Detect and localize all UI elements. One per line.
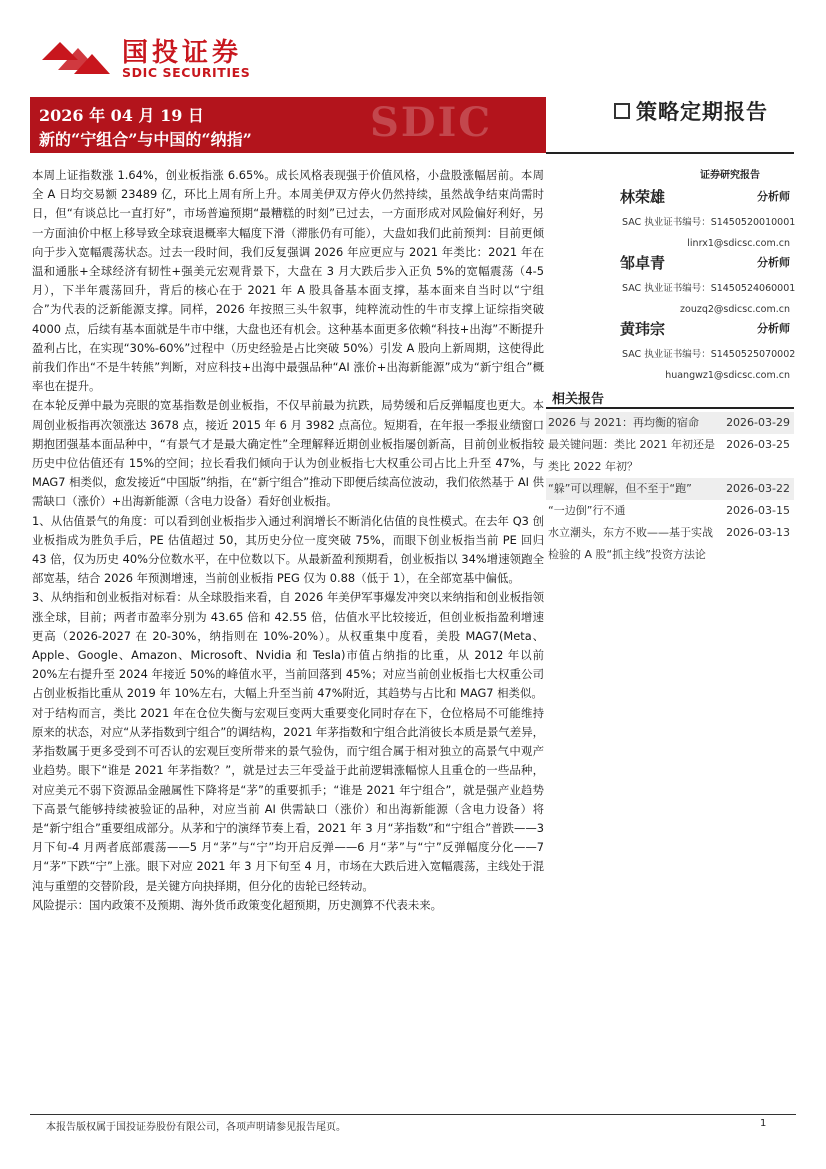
related-divider (546, 407, 794, 409)
related-reports-header (546, 386, 794, 408)
related-report-item[interactable] (546, 434, 794, 478)
analyst-email[interactable]: linrx1@sdicsc.com.cn (687, 238, 790, 249)
related-report-title[interactable]: “一边倒”行不通 (548, 504, 626, 517)
related-reports-list (546, 412, 794, 566)
title-banner (30, 97, 546, 153)
analyst-role: 分析师 (757, 190, 790, 203)
body-paragraph: 3、从纳指和创业板指对标看：从全球股指来看，自 2026 年美伊军事爆发冲突以来纳指和创业板指领涨全球，目前；两者市盈率分别为 43.65 倍和 42.55 倍，估值水平比较接近，但创业板指盈利增速更高（2026-2027 在 20-30%，纳指则在 10%-20%）。从权重集中度看，美股 MAG7(Meta、Apple、Google、Amazon、Microsoft、Nvidia 和 Tesla)市值占纳指的比重，从 2012 年以前 20%左右提升至 2024 年接近 50%的峰值水平，当前回落到 45%；对应当前创业板指七大权重公司占创业板指比重从 2019 年 10%左右，大幅上升至当前 47%附近，其趋势与占比和 MAG7 相类似。 (32, 590, 544, 701)
related-report-title[interactable]: “躲”可以理解，但不至于“跑” (548, 482, 692, 495)
body-paragraph: 本周上证指数涨 1.64%，创业板指涨 6.65%。成长风格表现强于价值风格，小盘股涨幅居前。本周全 A 日均交易额 23489 亿，环比上周有所上升。本周美伊双方停火仍然持续，虽然战争结束尚需时日，但“有谈总比一直打好”，市场普遍预期“最糟糕的时刻”已过去，一方面形成对风险偏好利好，另一方面油价中枢上移导致全球衰退概率大幅度下滑（滞胀仍有可能），大盘如我们此前预判：目前更倾向于步入宽幅震荡状态。过去一段时间，我们反复强调 2026 年应更应与 2021 年类比：2021 年在温和通胀+全球经济有韧性+强美元宏观背景下，大盘在 3 月大跌后步入正负 5%的宽幅震荡（4-5 月），下半年震荡回升，背后的核心在于 2021 年 A 股具备基本面支撑，基本面来自当时以“宁组合”为代表的泛新能源支撑。同样，2026 年按照三头牛叙事，纯粹流动性的牛市支撑上证综指突破 4000 点，后续有基本面就是牛市中继，大盘也还有机会。这种基本面更多依赖“科技+出海”不断提升盈利占比，在实现“30%-60%”过程中（历史经验是占比突破 50%）引发 A 股向上新周期，这使得此前我们作出“不是牛转熊”判断，对应科技+出海中最强品种“AI 涨价+出海新能源”成为“新宁组合”概率也在提升。 (32, 168, 544, 394)
analyst-role: 分析师 (757, 322, 790, 335)
analyst-email[interactable]: zouzq2@sdicsc.com.cn (680, 304, 790, 315)
company-logo (38, 30, 268, 84)
report-body (32, 166, 544, 915)
related-report-item[interactable] (546, 412, 794, 434)
footer-divider (30, 1114, 796, 1115)
related-reports-title: 相关报告 (552, 392, 605, 407)
banner-watermark: SDIC (370, 99, 493, 146)
related-report-title[interactable]: 最关键问题：类比 2021 年初还是类比 2022 年初？ (548, 438, 715, 473)
body-paragraph: 在本轮反弹中最为亮眼的宽基指数是创业板指，不仅早前最为抗跌，局势缓和后反弹幅度也更大。本周创业板指再次领涨达 3678 点，接近 2015 年 6 月 3982 点高位。短期看，在年报一季报业绩窗口期抱团强基本面品种中，“有景气才是最大确定性”全理解释近期创业板指屡创新高，目前创业板指较历史中位估值还有 15%的空间；拉长看我们倾向于认为创业板指七大权重公司占比上升至 47%，与 MAG7 相类似，愈发接近“中国版”纳指，在“新宁组合”推动下即便后续高位波动，我们依然基于 AI 供需缺口（涨价）+出海新能源（含电力设备）看好创业板指。 (32, 398, 544, 509)
body-paragraph: 1、从估值景气的角度：可以看到创业板指步入通过利润增长不断消化估值的良性模式。在去年 Q3 创业板指成为胜负手后，PE 估值超过 50，其历史分位一度突破 75%，而眼下创业板指当前 PE 回归 43 倍，仅为历史 40%分位数水平，在中位数以下。从最新盈利预期看，创业板指以 34%增速领跑全部宽基，结合 2026 年预测增速，当前创业板指 PEG 仅为 0.88（低于 1），在全部宽基中偏低。 (32, 513, 544, 586)
body-paragraph: 对于结构而言，类比 2021 年在仓位失衡与宏观巨变两大重要变化同时存在下，仓位格局不可能维持原来的状态，对应“从茅指数到宁组合”的调结构，2021 年茅指数和宁组合此消彼长本质是景气差异，茅指数属于更多受到不可否认的宏观巨变所带来的景气验伪，而宁组合属于相对独立的高景气中观产业趋势。眼下“谁是 2021 年茅指数？”，就是过去三年受益于此前逻辑涨幅惊人且重仓的一些品种，对应美元不弱下资源品金融属性下降将是“茅”的重要抓手；“谁是 2021 年宁组合”，就是强产业趋势下高景气能够持续被验证的品种，对应当前 AI 供需缺口（涨价）和出海新能源（含电力设备）将是“新宁组合”重要组成部分。从茅和宁的演绎节奏上看，2021 年 3 月“茅指数”和“宁组合”普跌——3 月下旬-4 月两者底部震荡——5 月“茅”与“宁”均开启反弹——6 月“茅”与“宁”反弹幅度分化——7 月“茅”下跌“宁”上涨。眼下对应 2021 年 3 月下旬至 4 月，市场在大跌后进入宽幅震荡，主线处于混沌与重塑的交替阶段，是关键方向抉择期，但分化的齿轮已经转动。 (32, 705, 544, 893)
report-type-header (614, 96, 794, 128)
logo-chinese-name: 国投证券 (122, 38, 243, 68)
related-report-item[interactable] (546, 522, 794, 566)
analyst-name: 邹卓青 (620, 254, 666, 272)
analyst-role: 分析师 (757, 256, 790, 269)
analyst-cert: SAC 执业证书编号：S1450520010001 (622, 217, 796, 228)
related-report-date: 2026-03-25 (726, 438, 790, 451)
report-title: 新的“宁组合”与中国的“纳指” (39, 130, 252, 149)
related-report-date: 2026-03-13 (726, 526, 790, 539)
report-date: 2026 年 04 月 19 日 (39, 106, 204, 125)
chart-icon (614, 103, 630, 119)
analyst-cert: SAC 执业证书编号：S1450524060001 (622, 283, 796, 294)
risk-warning: 风险提示：国内政策不及预期、海外货币政策变化超预期，历史测算不代表未来。 (32, 897, 443, 912)
analyst-name: 黄玮宗 (620, 320, 666, 338)
report-type: 策略定期报告 (636, 99, 768, 124)
sdic-logo-icon (38, 34, 112, 78)
related-report-date: 2026-03-22 (726, 482, 790, 495)
page-number: 1 (760, 1118, 767, 1129)
related-report-item[interactable] (546, 478, 794, 500)
footer-disclaimer: 本报告版权属于国投证券股份有限公司，各项声明请参见报告尾页。 (46, 1122, 346, 1133)
related-report-title[interactable]: 2026 与 2021：再均衡的宿命 (548, 416, 699, 429)
analyst-cert: SAC 执业证书编号：S1450525070002 (622, 349, 796, 360)
related-report-date: 2026-03-15 (726, 504, 790, 517)
related-report-title[interactable]: 水立潮头，东方不败——基于实战检验的 A 股“抓主线”投资方法论 (548, 526, 713, 561)
related-report-item[interactable] (546, 500, 794, 522)
analyst-email[interactable]: huangwz1@sdicsc.com.cn (665, 370, 790, 381)
analyst-name: 林荣雄 (620, 188, 666, 206)
related-report-date: 2026-03-29 (726, 416, 790, 429)
research-label: 证券研究报告 (700, 170, 760, 181)
logo-english-name: SDIC SECURITIES (122, 65, 251, 80)
header-divider (546, 152, 794, 154)
